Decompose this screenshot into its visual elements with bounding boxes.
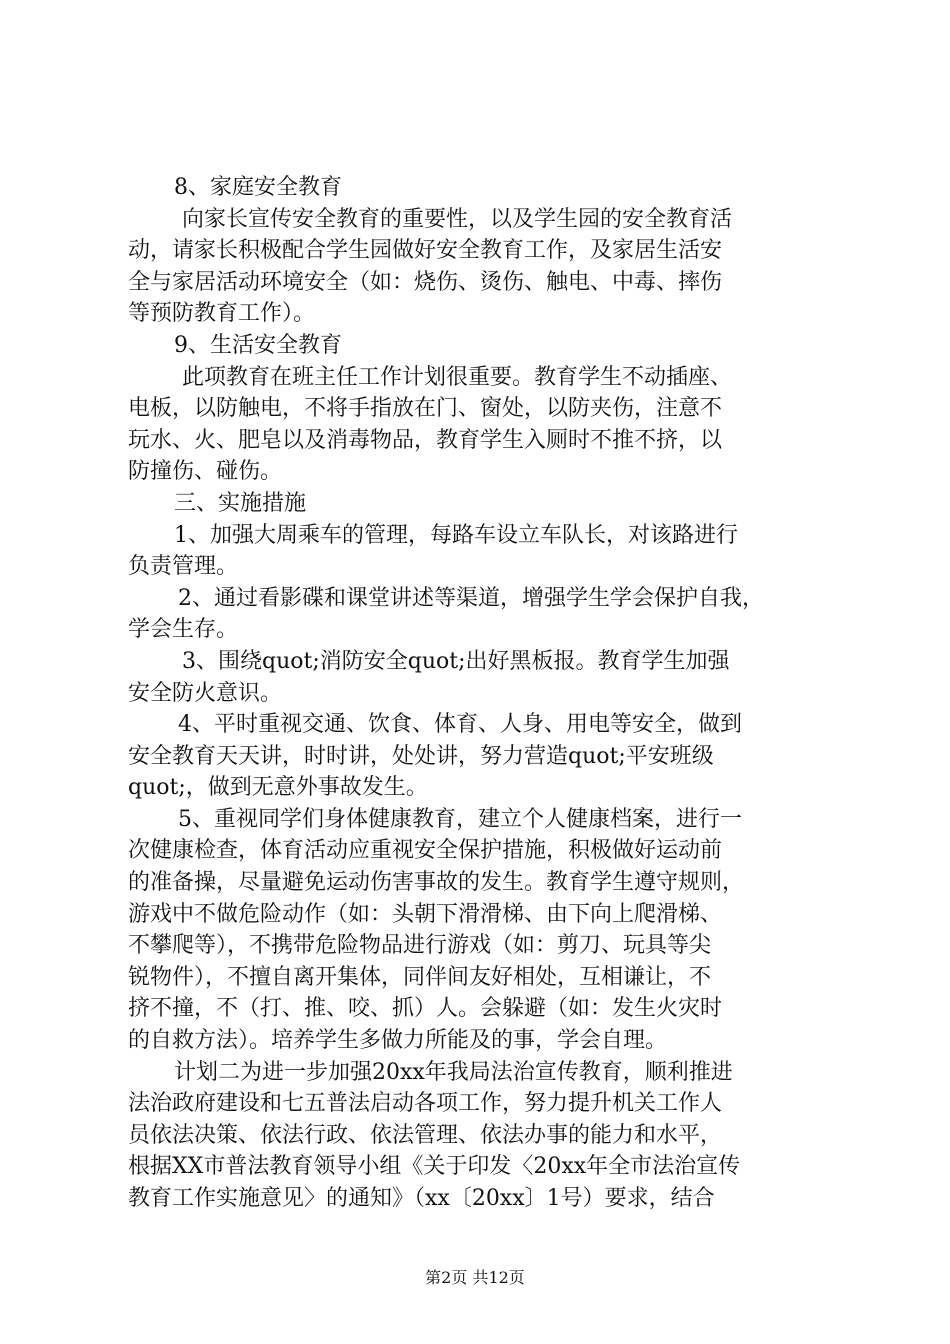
text-line: 9、生活安全教育 <box>174 332 342 358</box>
text-line: 次健康检查，体育活动应重视安全保护措施，积极做好运动前 <box>128 838 723 864</box>
text-line: 防撞伤、碰伤。 <box>128 459 283 485</box>
text-line: 4、平时重视交通、饮食、体育、人身、用电等安全，做到 <box>178 712 742 738</box>
text-line: 挤不撞，不（打、推、咬、抓）人。会躲避（如：发生火灾时 <box>128 996 723 1022</box>
text-line: 等预防教育工作）。 <box>128 301 316 327</box>
text-line: 锐物件），不擅自离开集体，同伴间友好相处，互相谦让，不 <box>128 964 712 990</box>
text-line: 员依法决策、依法行政、依法管理、依法办事的能力和水平， <box>128 1122 723 1148</box>
page-footer: 第2页 共12页 <box>425 1268 525 1287</box>
text-line: 5、重视同学们身体健康教育，建立个人健康档案，进行一 <box>178 806 742 832</box>
text-line: 的准备操，尽量避免运动伤害事故的发生。教育学生遵守规则， <box>128 870 745 896</box>
text-line: 安全教育天天讲，时时讲，处处讲，努力营造quot;平安班级 <box>128 743 714 769</box>
text-line: 玩水、火、肥皂以及消毒物品，教育学生入厕时不推不挤，以 <box>128 427 723 453</box>
text-line: 向家长宣传安全教育的重要性，以及学生园的安全教育活 <box>182 206 733 232</box>
text-line: quot;，做到无意外事故发生。 <box>128 775 428 801</box>
text-line: 法治政府建设和七五普法启动各项工作，努力提升机关工作人 <box>128 1091 723 1117</box>
text-line: 学会生存。 <box>128 617 239 643</box>
text-line: 计划二为进一步加强20xx年我局法治宣传教育，顺利推进 <box>174 1059 733 1085</box>
text-line: 1、加强大周乘车的管理，每路车设立车队长，对该路进行 <box>174 522 738 548</box>
document-body <box>128 172 838 1215</box>
text-line: 3、围绕quot;消防安全quot;出好黑板报。教育学生加强 <box>182 648 730 674</box>
text-line: 三、实施措施 <box>174 490 307 516</box>
text-line: 动，请家长积极配合学生园做好安全教育工作，及家居生活安 <box>128 238 723 264</box>
text-line: 电板，以防触电，不将手指放在门、窗处，以防夹伤，注意不 <box>128 396 723 422</box>
text-line: 负责管理。 <box>128 554 239 580</box>
text-line: 2、通过看影碟和课堂讲述等渠道，增强学生学会保护自我， <box>178 585 764 611</box>
text-line: 全与家居活动环境安全（如：烧伤、烫伤、触电、中毒、摔伤 <box>128 269 723 295</box>
text-line: 游戏中不做危险动作（如：头朝下滑滑梯、由下向上爬滑梯、 <box>128 901 723 927</box>
text-line: 安全防火意识。 <box>128 680 283 706</box>
text-line: 此项教育在班主任工作计划很重要。教育学生不动插座、 <box>182 364 733 390</box>
text-line: 的自救方法）。培养学生多做力所能及的事，学会自理。 <box>128 1028 668 1054</box>
text-line: 8、家庭安全教育 <box>174 175 342 200</box>
text-line: 根据XX市普法教育领导小组《关于印发〈20xx年全市法治宣传 <box>128 1154 741 1180</box>
text-line: 教育工作实施意见〉的通知》（xx〔20xx〕1号）要求，结合 <box>128 1186 715 1211</box>
text-line: 不攀爬等），不携带危险物品进行游戏（如：剪刀、玩具等尖 <box>128 933 712 959</box>
